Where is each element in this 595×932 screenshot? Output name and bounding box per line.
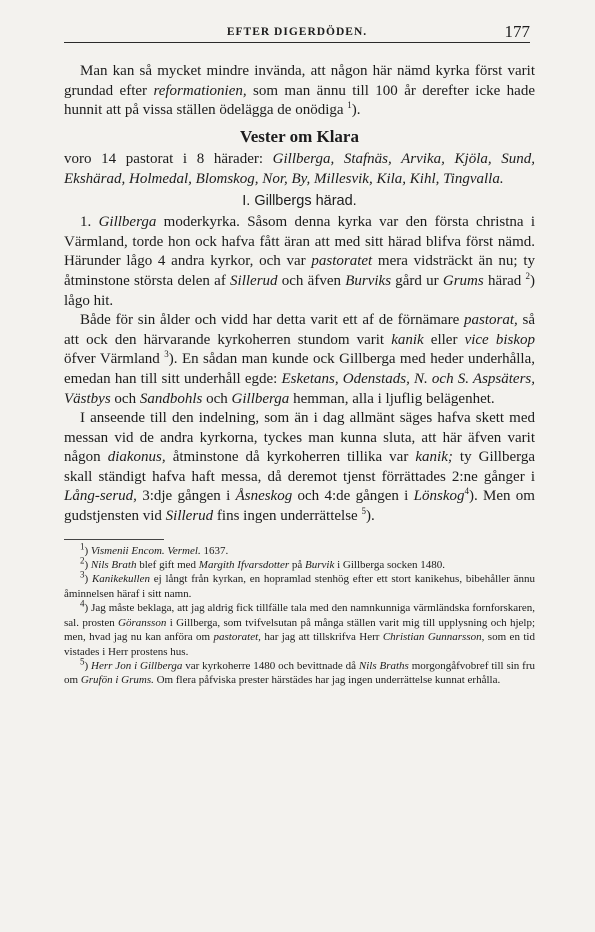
footnote-5: $^5$) Herr Jon i Gillberga var kyrkoherre 1480 och bevittnade då Nils Braths morgongåfvobref till sin fru om Grufön i Grums. Om flera påfviska prester härstädes har jag ingen underrättelse kunnat erhålla. — [64, 656, 535, 687]
footnotes — [64, 541, 535, 688]
footnote-ref[interactable]: 3 — [164, 349, 169, 360]
page-number: 177 — [504, 22, 530, 41]
section-title: Vester om Klara — [240, 126, 359, 146]
page-header — [64, 24, 530, 43]
footnote-ref[interactable]: 5 — [361, 506, 366, 517]
paragraph-4: Både för sin ålder och vidd har detta varit ett af de förnämare pastorat, så att ock den härvarande kyrkoherren stundom varit kanik eller vice biskop öfver Värmland $^3$). En sådan man kunde ock Gillberga med heder underhålla, emedan han till sitt underhåll egde: Esketans, Odenstads, N. och S. Aspsäters, Västbys och Sandbohls och Gillberga hemman, alla i ljuflig belägenhet. — [64, 312, 536, 407]
footnote-divider — [64, 539, 164, 540]
footnote-2: $^2$) Nils Brath blef gift med Margith Ifvarsdotter på Burvik i Gillberga socken 1480. — [80, 555, 446, 572]
footnote-ref[interactable]: 4 — [464, 486, 469, 497]
running-title: EFTER DIGERDÖDEN. — [226, 26, 368, 38]
footnote-ref[interactable]: 1 — [347, 100, 352, 111]
paragraph-1: Man kan så mycket mindre invända, att någon här nämd kyrka först varit grundad efter reformationien, som man ännu till 100 år derefter icke hade hunnit att på vissa ställen ödelägga de onödiga $^1$). — [64, 63, 535, 119]
paragraph-5: I anseende till den indelning, som än i dag allmänt säges hafva skett med messan vid de andra kyrkorna, tyckes man kunna sluta, att här äfven varit någon diakonus, åtminstone då kyrkoherren tillika var kanik; ty Gillberga skall ständigt hafva haft messa, då deremot tjenst förrättades 2:ne gånger i Lång-serud, 3:dje gången i Åsneskog och 4:de gången i Lönskog$^4$). Men om gudstjensten vid Sillerud fins ingen underrättelse $^5$). — [64, 410, 535, 525]
footnote-ref[interactable]: 2 — [525, 270, 531, 281]
footnote-1: $^1$) Vismenii Encom. Vermel. 1637. — [80, 541, 229, 557]
footnote-4: $^4$) Jag måste beklaga, att jag aldrig fick tillfälle tala med den namnkunniga värmländska fornforskaren, sal. prosten Göransson i Gillberga, som tvifvelsutan på många ställen varit mig till upplysning och hjelp; men, hvad jag nu kan anföra om pastoratet, har jag att tillskrifva Herr Christian Gunnarsson, som en tid vistades i Herr prostens hus. — [64, 598, 535, 658]
paragraph-3: 1. Gillberga moderkyrka. Såsom denna kyrka var den första christna i Värmland, torde hon ock hafva fått äran att med sitt härad blifva först nämd. Härunder lågo 4 andra kyrkor, och var pastoratet mera vidsträckt än nu; ty åtminstone största delen af Sillerud och äfven Burviks gård ur Grums härad $^2$) lågo hit. — [64, 214, 536, 309]
footnote-3: $^3$) Kanikekullen ej långt från kyrkan, en hopramlad stenhög efter ett stort kanikehus, bibehåller ännu åminnelsen häraf i sitt namn. — [64, 569, 535, 600]
subsection-title: I. Gillbergs härad. — [242, 192, 357, 209]
body-text — [64, 62, 535, 688]
paragraph-2: voro 14 pastorat i 8 härader: Gillberga, Stafnäs, Arvika, Kjöla, Sund, Ekshärad, Holmedal, Blomskog, Nor, By, Millesvik, Kila, Kihl, Tingvalla. — [64, 151, 536, 187]
